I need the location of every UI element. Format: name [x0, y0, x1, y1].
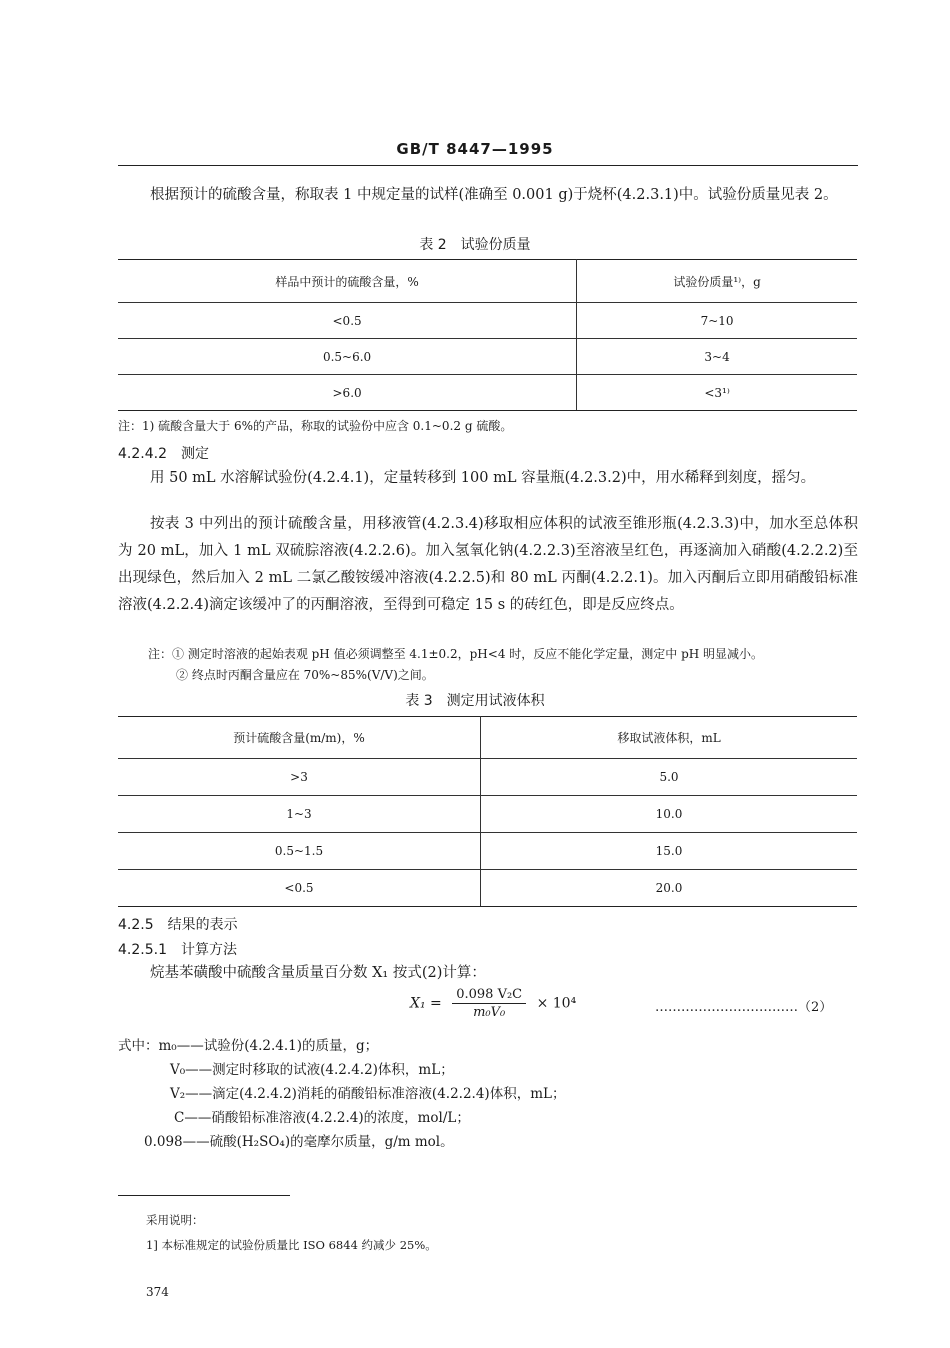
- intro-paragraph: 根据预计的硫酸含量，称取表 1 中规定量的试样(准确至 0.001 g)于烧杯(4.2.3.1)中。试验份质量见表 2。: [150, 187, 838, 203]
- table3-cell: 20.0: [481, 870, 858, 907]
- formula-number: ……………………………（2）: [655, 1000, 833, 1015]
- definitions-prefix: 式中：: [118, 1038, 159, 1054]
- section-4242-note-2: ② 终点时丙酮含量应在 70%~85%(V/V)之间。: [176, 668, 434, 682]
- table3-header-cell: 预计硫酸含量(m/m)，%: [118, 717, 481, 759]
- table3-cell: 1~3: [118, 796, 481, 833]
- table2-header-cell: 试验份质量¹⁾，g: [577, 260, 857, 303]
- table2-cell: <3¹⁾: [577, 375, 857, 411]
- formula-2: [410, 987, 576, 1020]
- table3-cell: 10.0: [481, 796, 858, 833]
- definition-item: V₂——滴定(4.2.4.2)消耗的硝酸铅标准溶液(4.2.2.4)体积，mL；: [170, 1086, 566, 1102]
- footnote-rule: [118, 1195, 290, 1196]
- table2-cell: <0.5: [118, 303, 577, 339]
- table2-header-cell: 样品中预计的硫酸含量，%: [118, 260, 577, 303]
- footnote-text: 1] 本标准规定的试验份质量比 ISO 6844 约减少 25%。: [146, 1238, 437, 1252]
- formula-intro: 烷基苯磺酸中硫酸含量质量百分数 X₁ 按式(2)计算：: [150, 965, 486, 981]
- header-rule: [118, 165, 858, 166]
- table3-cell: 15.0: [481, 833, 858, 870]
- definition-item: m₀——试验份(4.2.4.1)的质量，g；: [158, 1038, 379, 1054]
- section-4242-note-1: 注：① 测定时溶液的起始表观 pH 值必须调整至 4.1±0.2，pH<4 时，反应不能化学定量，测定中 pH 明显减小。: [148, 647, 764, 661]
- table2-caption: 表 2 试验份质量: [419, 237, 531, 253]
- table3-header-cell: 移取试液体积，mL: [481, 717, 858, 759]
- formula-multiplier: × 10⁴: [536, 995, 577, 1012]
- formula-denominator: m₀V₀: [473, 1005, 506, 1020]
- table2-cell: 7~10: [577, 303, 857, 339]
- table3-cell: 0.5~1.5: [118, 833, 481, 870]
- table2-note: 注：1) 硫酸含量大于 6%的产品，称取的试验份中应含 0.1~0.2 g 硫酸。: [118, 419, 513, 433]
- table3-caption: 表 3 测定用试液体积: [405, 693, 545, 709]
- formula-fraction: [452, 987, 526, 1020]
- table2-cell: 3~4: [577, 339, 857, 375]
- table3: [118, 716, 857, 907]
- table2: [118, 259, 857, 411]
- section-4242-paragraph-2: 按表 3 中列出的预计硫酸含量，用移液管(4.2.3.4)移取相应体积的试液至锥形瓶(4.2.3.3)中，加水至总体积为 20 mL，加入 1 mL 双硫腙溶液(4.2.2.6)。加入氢氧化钠(4.2.2.3)至溶液呈红色，再逐滴加入硝酸(4.2.2.2)至出现绿色，然后加入 2 mL 二氯乙酸铵缓冲溶液(4.2.2.5)和 80 mL 丙酮(4.2.2.1)。加入丙酮后立即用硝酸铅标准溶液(4.2.2.4)滴定该缓冲了的丙酮溶液，至得到可稳定 15 s 的砖红色，即是反应终点。: [118, 516, 858, 613]
- definition-item: C——硝酸铅标准溶液(4.2.2.4)的浓度，mol/L；: [174, 1110, 470, 1126]
- variable-definitions: [118, 1034, 565, 1154]
- section-4251-heading: 4.2.5.1 计算方法: [118, 942, 237, 958]
- table3-cell: <0.5: [118, 870, 481, 907]
- formula-lhs: X₁ =: [410, 995, 442, 1012]
- section-4242-heading: 4.2.4.2 测定: [118, 446, 209, 462]
- table3-cell: >3: [118, 759, 481, 796]
- definition-item: V₀——测定时移取的试液(4.2.4.2)体积，mL；: [170, 1062, 454, 1078]
- section-4242-paragraph-1: 用 50 mL 水溶解试验份(4.2.4.1)，定量转移到 100 mL 容量瓶(4.2.3.2)中，用水稀释到刻度，摇匀。: [150, 470, 816, 486]
- standard-header: GB/T 8447—1995: [396, 140, 554, 158]
- table3-cell: 5.0: [481, 759, 858, 796]
- page-number: 374: [146, 1285, 169, 1299]
- section-425-heading: 4.2.5 结果的表示: [118, 917, 238, 933]
- table2-cell: 0.5~6.0: [118, 339, 577, 375]
- footnote-title: 采用说明：: [146, 1213, 204, 1227]
- definition-item: 0.098——硫酸(H₂SO₄)的毫摩尔质量，g/m mol。: [144, 1134, 454, 1150]
- formula-numerator: 0.098 V₂C: [452, 987, 526, 1004]
- table2-cell: >6.0: [118, 375, 577, 411]
